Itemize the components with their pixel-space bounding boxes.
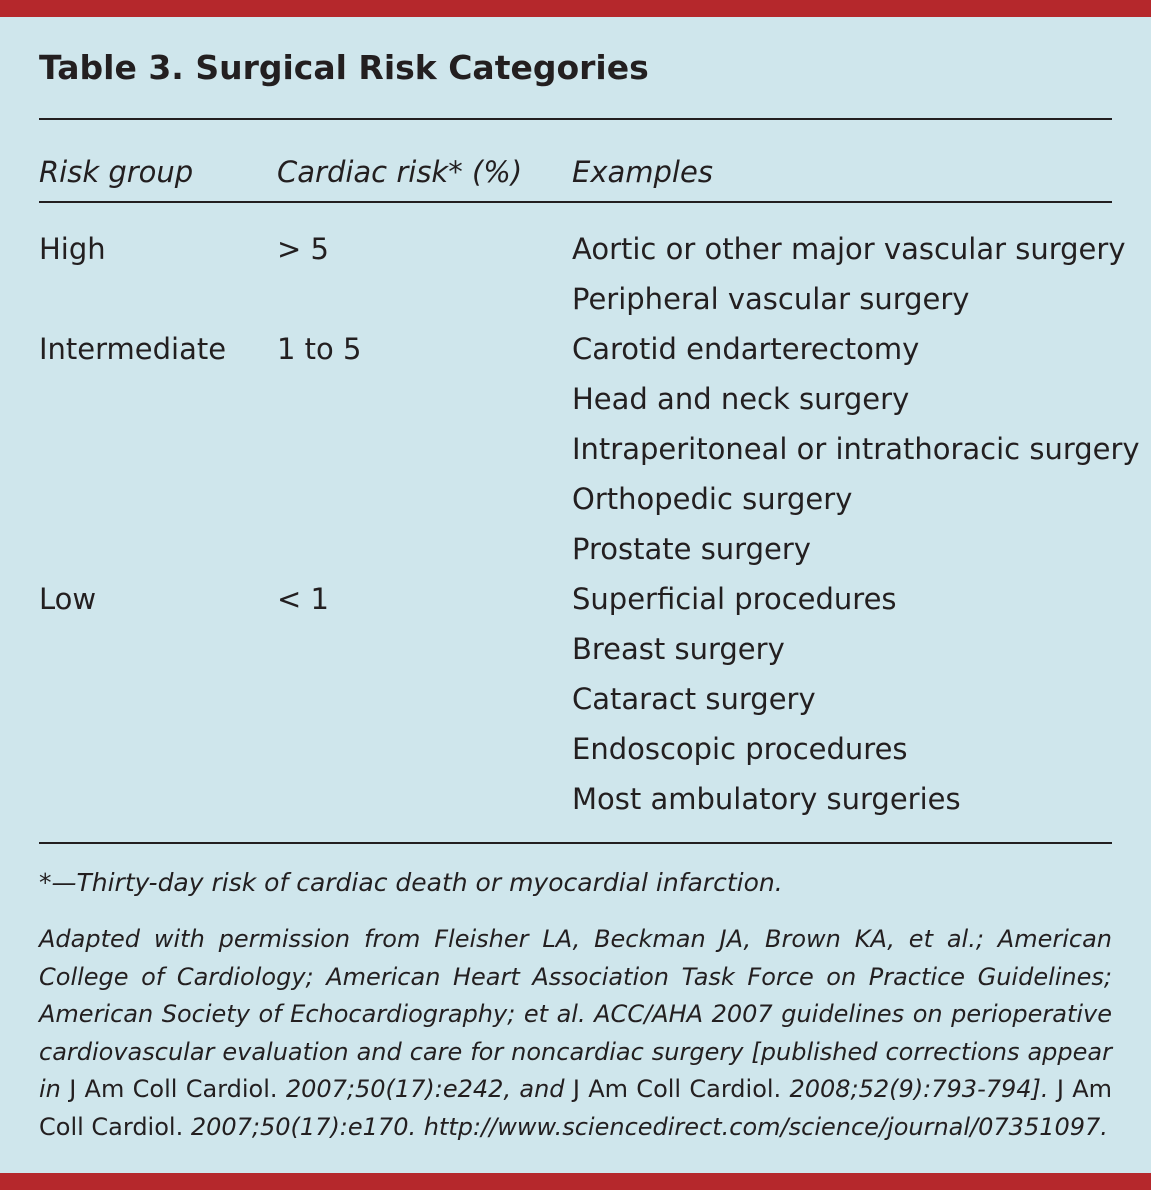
header-cardiac-risk: Cardiac risk* (%) [277, 155, 523, 189]
bottom-border-bar [0, 1173, 1151, 1190]
header-rule [39, 201, 1112, 203]
citation-text: 2008;52(9):793-794]. [781, 1075, 1057, 1103]
risk-group-low: Low [39, 582, 97, 616]
bottom-rule [39, 842, 1112, 844]
table-footnote: *—Thirty-day risk of cardiac death or myocardial infarction. [39, 868, 783, 897]
cardiac-risk-low: < 1 [277, 582, 329, 616]
example-item: Endoscopic procedures [572, 732, 908, 766]
example-item: Superficial procedures [572, 582, 897, 616]
top-rule [39, 118, 1112, 120]
example-item: Carotid endarterectomy [572, 332, 920, 366]
example-item: Aortic or other major vascular surgery [572, 232, 1126, 266]
example-item: Prostate surgery [572, 532, 811, 566]
example-item: Orthopedic surgery [572, 482, 853, 516]
example-item: Intraperitoneal or intrathoracic surgery [572, 432, 1140, 466]
risk-group-high: High [39, 232, 106, 266]
journal-name: J Am Coll Cardiol. [39, 1075, 1113, 1141]
cardiac-risk-high: > 5 [277, 232, 329, 266]
cardiac-risk-intermediate: 1 to 5 [277, 332, 362, 366]
source-citation [39, 921, 1112, 1146]
table-title: Table 3. Surgical Risk Categories [39, 48, 649, 87]
example-item: Peripheral vascular surgery [572, 282, 970, 316]
header-examples: Examples [572, 155, 713, 189]
example-item: Head and neck surgery [572, 382, 910, 416]
citation-text: Adapted with permission from Fleisher LA, Beckman JA, Brown KA, et al.; American College of Cardiology; American Heart Association Task Force on Practice Guidelines; American Society of Echocardiography; et al. ACC/AHA 2007 guidelines on perioperative cardiovascular evaluation and care for noncardiac surgery [published corrections appear in [39, 925, 1112, 1103]
journal-name: J Am Coll Cardiol. [572, 1075, 782, 1103]
citation-text: 2007;50(17):e242, and [277, 1075, 573, 1103]
top-border-bar [0, 0, 1151, 17]
example-item: Breast surgery [572, 632, 785, 666]
example-item: Most ambulatory surgeries [572, 782, 961, 816]
example-item: Cataract surgery [572, 682, 816, 716]
journal-name: J Am Coll Cardiol. [69, 1075, 278, 1103]
citation-text: 2007;50(17):e170. http://www.sciencedirect.com/science/journal/07351097. [183, 1112, 1108, 1141]
risk-group-intermediate: Intermediate [39, 332, 227, 366]
header-risk-group: Risk group [39, 155, 194, 189]
